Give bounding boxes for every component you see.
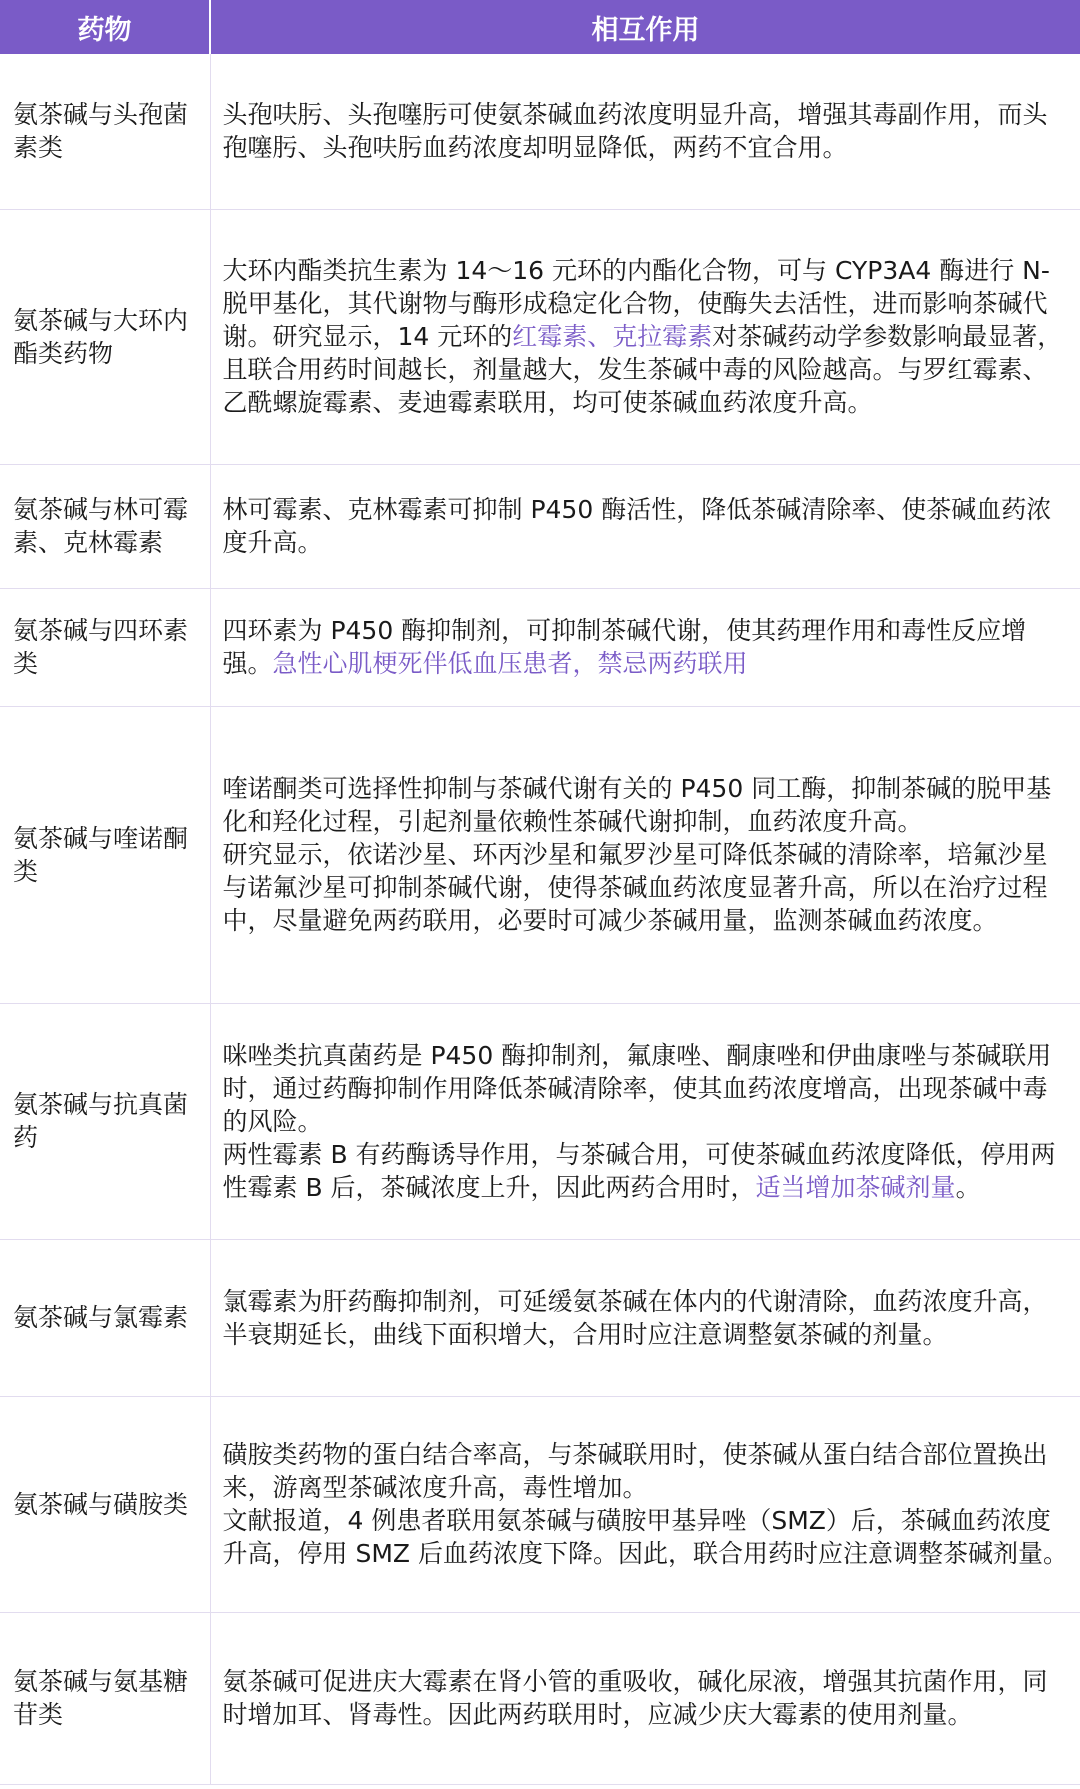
table-row (0, 1612, 1080, 1784)
drug-cell: 氨茶碱与头孢菌素类 (0, 54, 210, 209)
table-row (0, 54, 1080, 209)
header-drug: 药物 (0, 0, 210, 54)
table-row (0, 706, 1080, 1003)
interaction-text: 林可霉素、克林霉素可抑制 P450 酶活性，降低茶碱清除率、使茶碱血药浓度升高。 (222, 495, 1052, 557)
drug-cell: 氨茶碱与磺胺类 (0, 1396, 210, 1612)
interaction-cell (210, 209, 1080, 464)
interaction-cell (210, 1239, 1080, 1396)
interaction-text: 。 (955, 1172, 981, 1202)
interaction-cell (210, 464, 1080, 588)
interaction-text: 大环内酯类抗生素为 14～16 元环的内酯化合物，可与 CYP3A4 酶进行 N-脱甲基化，其代谢物与酶形成稳定化合物，使酶失去活性，进而影响茶碱代谢。研究显示，14 元环的 (222, 256, 1050, 351)
interaction-text: 对茶碱药动学参数影响最显著，且联合用药时间越长，剂量越大，发生茶碱中毒的风险越高。与罗红霉素、乙酰螺旋霉素、麦迪霉素联用，均可使茶碱血药浓度升高。 (222, 322, 1063, 417)
interaction-text: 咪唑类抗真菌药是 P450 酶抑制剂，氟康唑、酮康唑和伊曲康唑与茶碱联用时，通过药酶抑制作用降低茶碱清除率，使其血药浓度增高，出现茶碱中毒的风险。 (222, 1040, 1052, 1136)
interaction-cell (210, 1396, 1080, 1612)
interaction-text: 磺胺类药物的蛋白结合率高，与茶碱联用时，使茶碱从蛋白结合部位置换出来，游离型茶碱浓度升高，毒性增加。 (222, 1440, 1048, 1502)
interaction-text: 两性霉素 B 有药酶诱导作用，与茶碱合用，可使茶碱血药浓度降低，停用两性霉素 B 后，茶碱浓度上升，因此两药合用时， (222, 1139, 1056, 1202)
drug-cell: 氨茶碱与四环素类 (0, 588, 210, 706)
drug-cell: 氨茶碱与氨基糖苷类 (0, 1612, 210, 1784)
interaction-text: 头孢呋肟、头孢噻肟可使氨茶碱血药浓度明显升高，增强其毒副作用，而头孢噻肟、头孢呋肟血药浓度却明显降低，两药不宜合用。 (222, 100, 1048, 163)
interaction-cell (210, 706, 1080, 1003)
drug-cell: 氨茶碱与氯霉素 (0, 1239, 210, 1396)
table-row (0, 1003, 1080, 1239)
table-row (0, 588, 1080, 706)
drug-cell: 氨茶碱与林可霉素、克林霉素 (0, 464, 210, 588)
highlighted-text: 适当增加茶碱剂量 (755, 1172, 956, 1202)
highlighted-text: 急性心肌梗死伴低血压患者，禁忌两药联用 (272, 649, 748, 678)
drug-cell: 氨茶碱与抗真菌药 (0, 1003, 210, 1239)
table-row (0, 464, 1080, 588)
interaction-text: 氯霉素为肝药酶抑制剂，可延缓氨茶碱在体内的代谢清除，血药浓度升高，半衰期延长，曲线下面积增大，合用时应注意调整氨茶碱的剂量。 (222, 1286, 1048, 1349)
interaction-cell (210, 1003, 1080, 1239)
interaction-cell (210, 1612, 1080, 1784)
interaction-cell (210, 588, 1080, 706)
interaction-text: 研究显示，依诺沙星、环丙沙星和氟罗沙星可降低茶碱的清除率，培氟沙星与诺氟沙星可抑制茶碱代谢，使得茶碱血药浓度显著升高，所以在治疗过程中，尽量避免两药联用，必要时可减少茶碱用量，监测茶碱血药浓度。 (222, 840, 1048, 935)
interaction-text: 文献报道，4 例患者联用氨茶碱与磺胺甲基异唑（SMZ）后，茶碱血药浓度升高，停用 SMZ 后血药浓度下降。因此，联合用药时应注意调整茶碱剂量。 (222, 1506, 1068, 1568)
highlighted-text: 红霉素、克拉霉素 (512, 322, 713, 351)
header-interaction: 相互作用 (210, 0, 1080, 54)
interaction-text: 四环素为 P450 酶抑制剂，可抑制茶碱代谢，使其药理作用和毒性反应增强。 (222, 616, 1027, 678)
interaction-cell (210, 54, 1080, 209)
interaction-text: 氨茶碱可促进庆大霉素在肾小管的重吸收，碱化尿液，增强其抗菌作用，同时增加耳、肾毒性。因此两药联用时，应减少庆大霉素的使用剂量。 (222, 1667, 1048, 1729)
table-row (0, 209, 1080, 464)
table-row (0, 1396, 1080, 1612)
table-header-row (0, 0, 1080, 54)
interaction-text: 喹诺酮类可选择性抑制与茶碱代谢有关的 P450 同工酶，抑制茶碱的脱甲基化和羟化过程，引起剂量依赖性茶碱代谢抑制，血药浓度升高。 (222, 774, 1052, 836)
table-row (0, 1239, 1080, 1396)
drug-cell: 氨茶碱与喹诺酮类 (0, 706, 210, 1003)
drug-cell: 氨茶碱与大环内酯类药物 (0, 209, 210, 464)
